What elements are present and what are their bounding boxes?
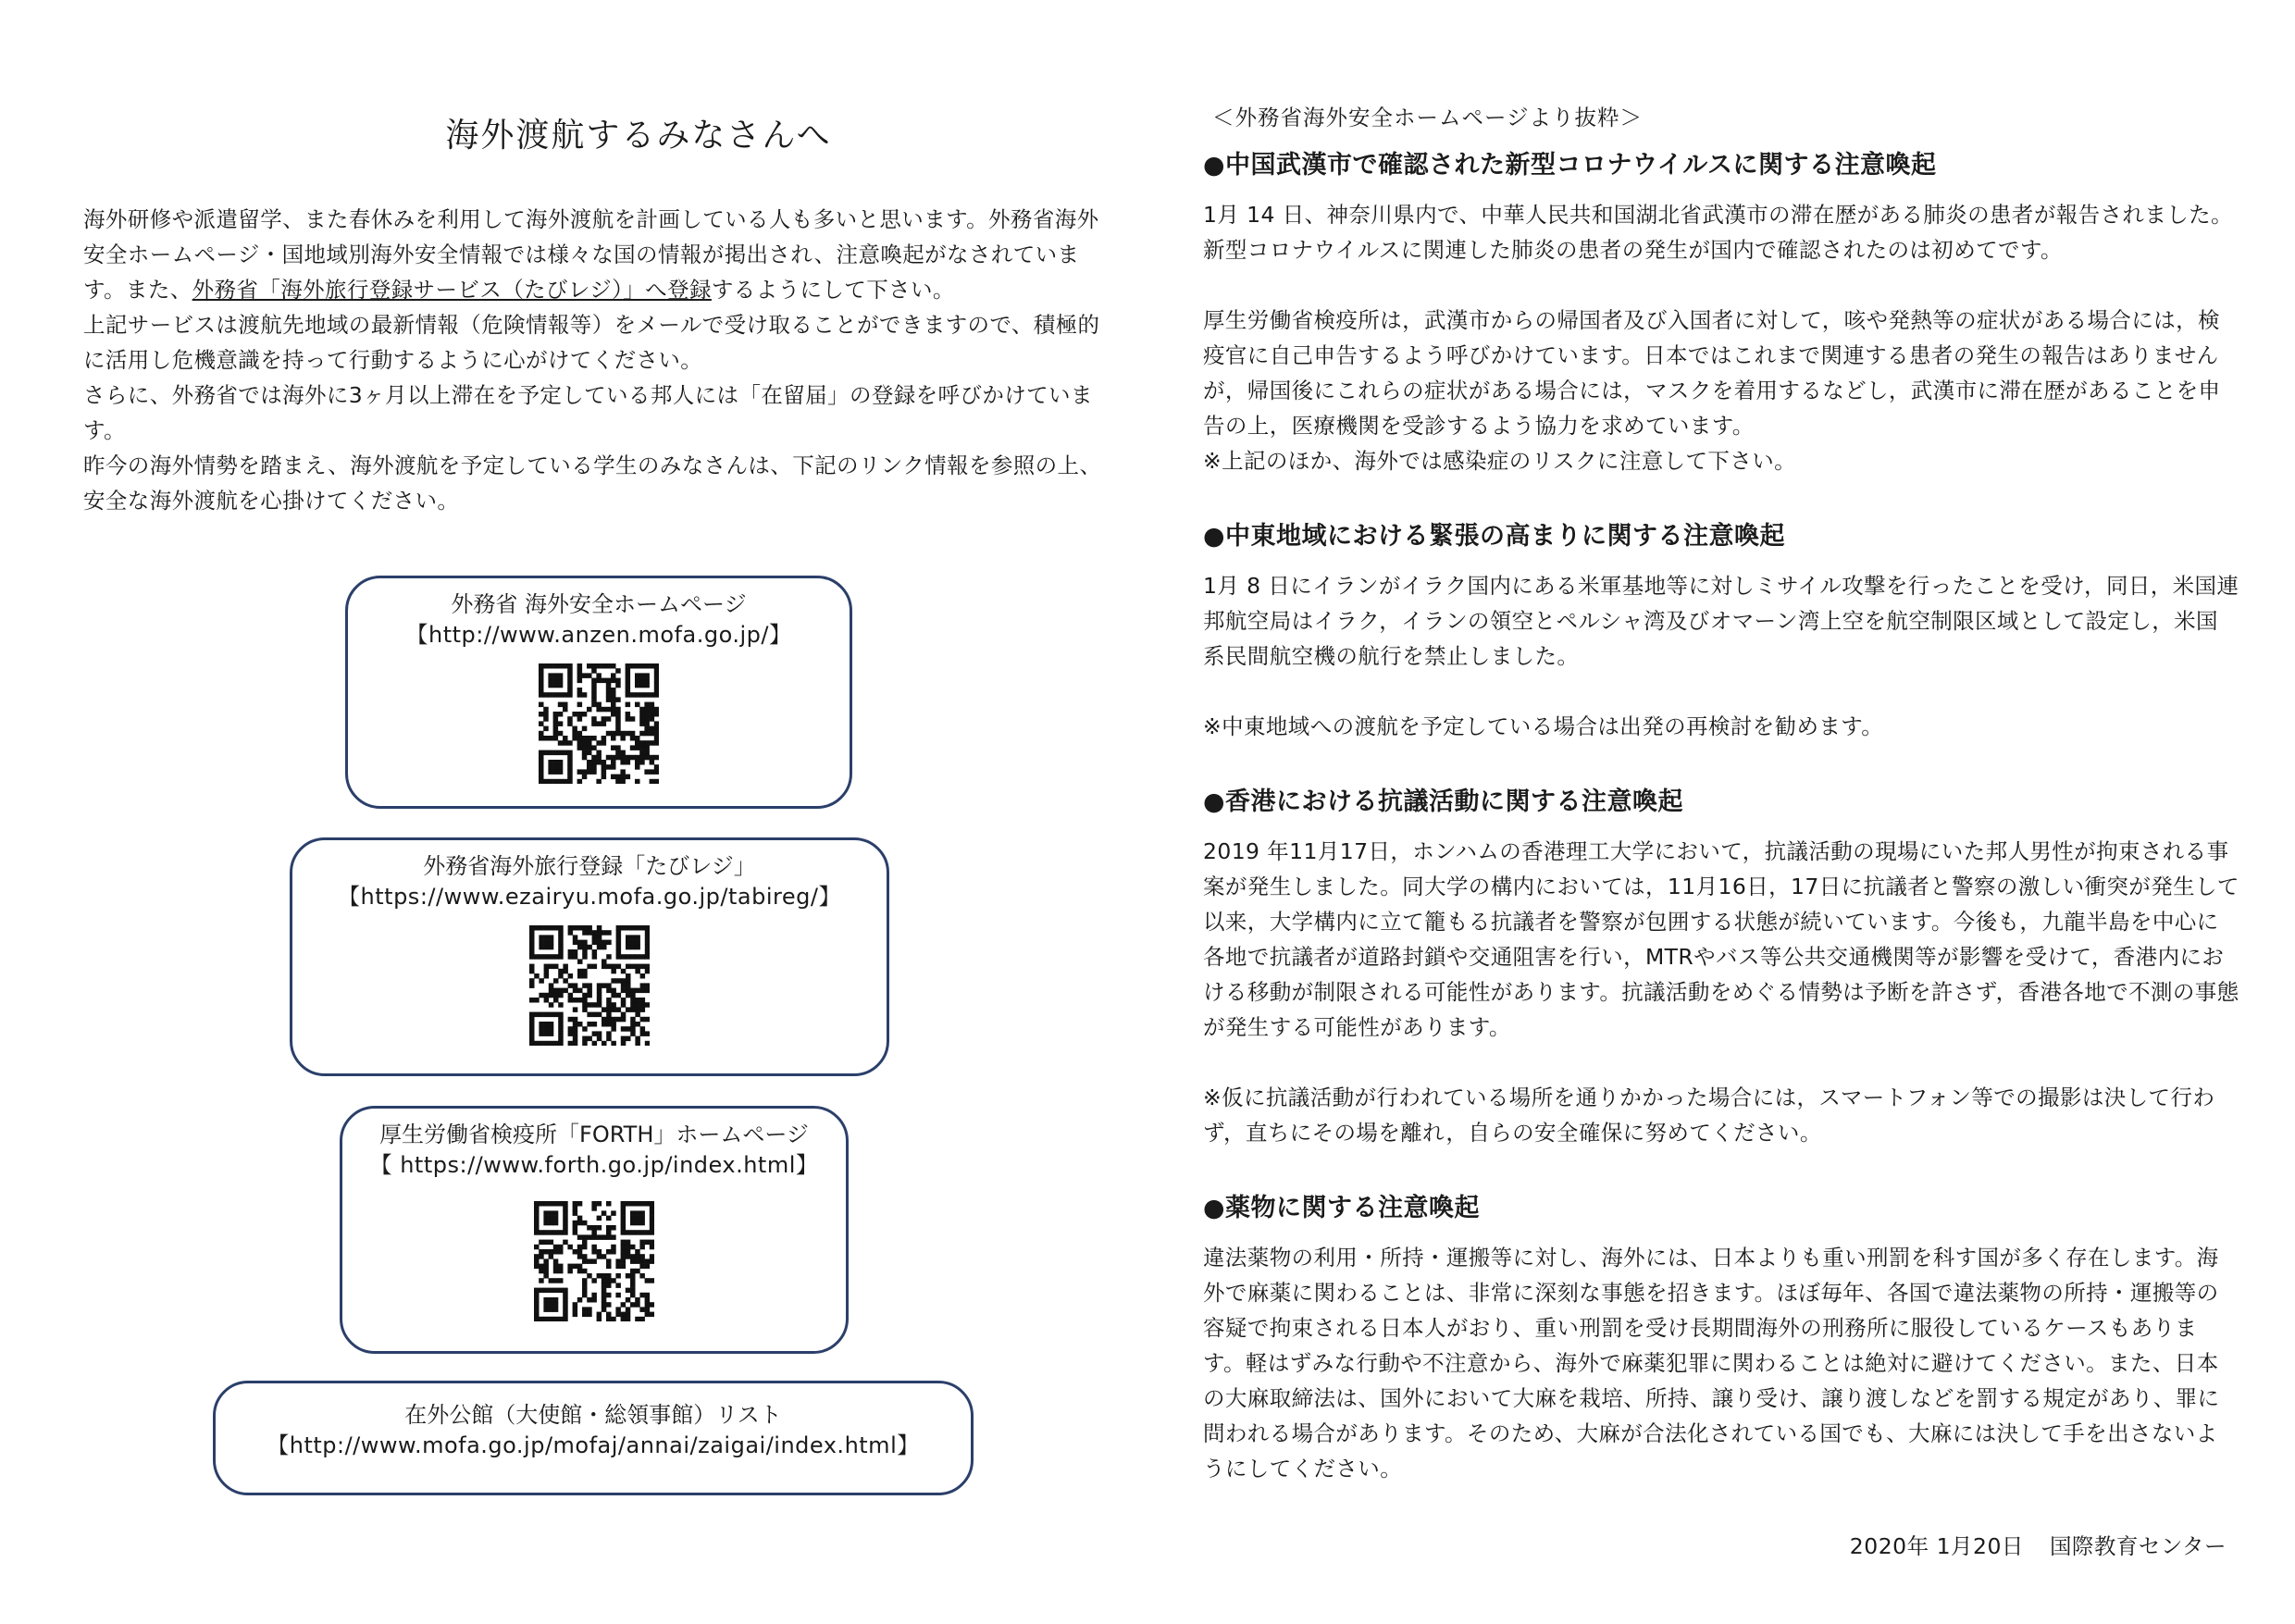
section-paragraph: 2019 年11月17日，ホンハムの香港理工大学において，抗議活動の現場にいた邦人男性が拘束される事案が発生しました。同大学の構内においては，11月16日，17日に抗議者と警察の激しい衝突が発生して以来，大学構内に立て籠もる抗議者を警察が包囲する状態が続いています。今後も，九龍半島を中心に各地で抗議者が道路封鎖や交通阻害を行い，MTRやバス等公共交通機関等が影響を受けて，香港内における移動が制限される可能性があります。抗議活動をめぐる情勢は予断を許さず，香港各地で不測の事態が発生する可能性があります。 [1203, 838, 2239, 1040]
section-note: ※中東地域への渡航を予定している場合は出発の再検討を勧めます。 [1203, 713, 1884, 739]
link-box-zaigai [213, 1381, 974, 1495]
intro-paragraph-3: さらに、外務省では海外に3ヶ月以上滞在を予定している邦人には「在留届」の登録を呼びかけています。 [83, 382, 1093, 443]
page-title: 海外渡航するみなさんへ [445, 117, 832, 155]
section-heading-coronavirus: ●中国武漢市で確認された新型コロナウイルスに関する注意喚起 [1203, 151, 1937, 180]
qr-code-icon[interactable] [534, 1201, 654, 1321]
qr-code-icon[interactable] [539, 663, 659, 784]
footer-date: 2020年 1月20日 [1849, 1533, 2024, 1559]
footer-organization: 国際教育センター [2049, 1533, 2227, 1559]
section-note: ※仮に抗議活動が行われている場所を通りかかった場合には，スマートフォン等での撮影は決して行わず，直ちにその場を離れ，自らの安全確保に努めてください。 [1203, 1085, 2215, 1146]
section-heading-middle-east: ●中東地域における緊張の高まりに関する注意喚起 [1203, 522, 1786, 551]
link-url[interactable]: 【 https://www.forth.go.jp/index.html】 [369, 1152, 819, 1178]
section-paragraph: 1月 14 日、神奈川県内で、中華人民共和国湖北省武漢市の滞在歴がある肺炎の患者が報告されました。新型コロナウイルスに関連した肺炎の患者の発生が国内で確認されたのは初めてです。 [1203, 202, 2233, 263]
section-paragraph: 違法薬物の利用・所持・運搬等に対し、海外には、日本よりも重い刑罰を科す国が多く存在します。海外で麻薬に関わることは、非常に深刻な事態を招きます。ほぼ毎年、各国で違法薬物の所持・運搬等の容疑で拘束される日本人がおり、重い刑罰を受け長期間海外の刑務所に服役しているケースもあります。軽はずみな行動や不注意から、海外で麻薬犯罪に関わることは絶対に避けてください。また、日本の大麻取締法は、国外において大麻を栽培、所持、譲り受け、譲り渡しなどを罰する規定があり、罪に問われる場合があります。そのため、大麻が合法化されている国でも、大麻には決して手を出さないようにしてください。 [1203, 1245, 2220, 1481]
qr-code-icon[interactable] [529, 925, 650, 1046]
footer [1824, 1529, 2227, 1560]
intro-text [83, 202, 1115, 518]
link-name: 外務省海外旅行登録「たびレジ」 [423, 853, 756, 879]
intro-paragraph-1 [83, 202, 1115, 307]
intro-paragraph-2: 上記サービスは渡航先地域の最新情報（危険情報等）をメールで受け取ることができますので、積極的に活用し危機意識を持って行動するように心がけてください。 [83, 312, 1100, 373]
link-url[interactable]: 【https://www.ezairyu.mofa.go.jp/tabireg/】 [338, 884, 841, 910]
section-paragraph: 1月 8 日にイランがイラク国内にある米軍基地等に対しミサイル攻撃を行ったことを受け，同日，米国連邦航空局はイラク，イランの領空とペルシャ湾及びオマーン湾上空を航空制限区域として設定し，米国系民間航空機の航行を禁止しました。 [1203, 573, 2239, 669]
section-note: ※上記のほか、海外では感染症のリスクに注意して下さい。 [1203, 448, 1797, 474]
link-name: 外務省 海外安全ホームページ [451, 591, 747, 617]
link-box-forth [340, 1106, 849, 1354]
link-box-anzen [345, 576, 852, 809]
notice-column [1203, 100, 2239, 1486]
link-box-tabireg [290, 837, 889, 1076]
intro-text-1a: 海外研修や派遣留学、また春休みを利用して海外渡航を計画している人も多いと思います。外務省海外安全ホームページ・国地域別海外安全情報では様々な国の情報が掲出され、注意喚起がなされています。また、 [83, 206, 1099, 303]
section-heading-drugs: ●薬物に関する注意喚起 [1203, 1194, 1481, 1222]
excerpt-label: ＜外務省海外安全ホームページより抜粋＞ [1212, 105, 1644, 130]
link-url[interactable]: 【http://www.anzen.mofa.go.jp/】 [405, 622, 792, 648]
intro-text-1b: するようにして下さい。 [711, 277, 955, 303]
link-url[interactable]: 【http://www.mofa.go.jp/mofaj/annai/zaigai/index.html】 [267, 1432, 920, 1458]
section-paragraph: 厚生労働省検疫所は，武漢市からの帰国者及び入国者に対して，咳や発熱等の症状がある場合には，検疫官に自己申告するよう呼びかけています。日本ではこれまで関連する患者の発生の報告はありませんが，帰国後にこれらの症状がある場合には，マスクを着用するなどし，武漢市に滞在歴があることを申告の上，医療機関を受診するよう協力を求めています。 [1203, 307, 2221, 439]
tabireg-registration-link[interactable]: 外務省「海外旅行登録サービス（たびレジ）」へ登録 [192, 277, 712, 303]
link-name: 厚生労働省検疫所「FORTH」ホームページ [379, 1122, 809, 1147]
section-heading-hong-kong: ●香港における抗議活動に関する注意喚起 [1203, 787, 1684, 816]
intro-paragraph-4: 昨今の海外情勢を踏まえ、海外渡航を予定している学生のみなさんは、下記のリンク情報を参照の上、安全な海外渡航を心掛けてください。 [83, 452, 1102, 514]
link-name: 在外公館（大使館・総領事館）リスト [404, 1402, 782, 1428]
